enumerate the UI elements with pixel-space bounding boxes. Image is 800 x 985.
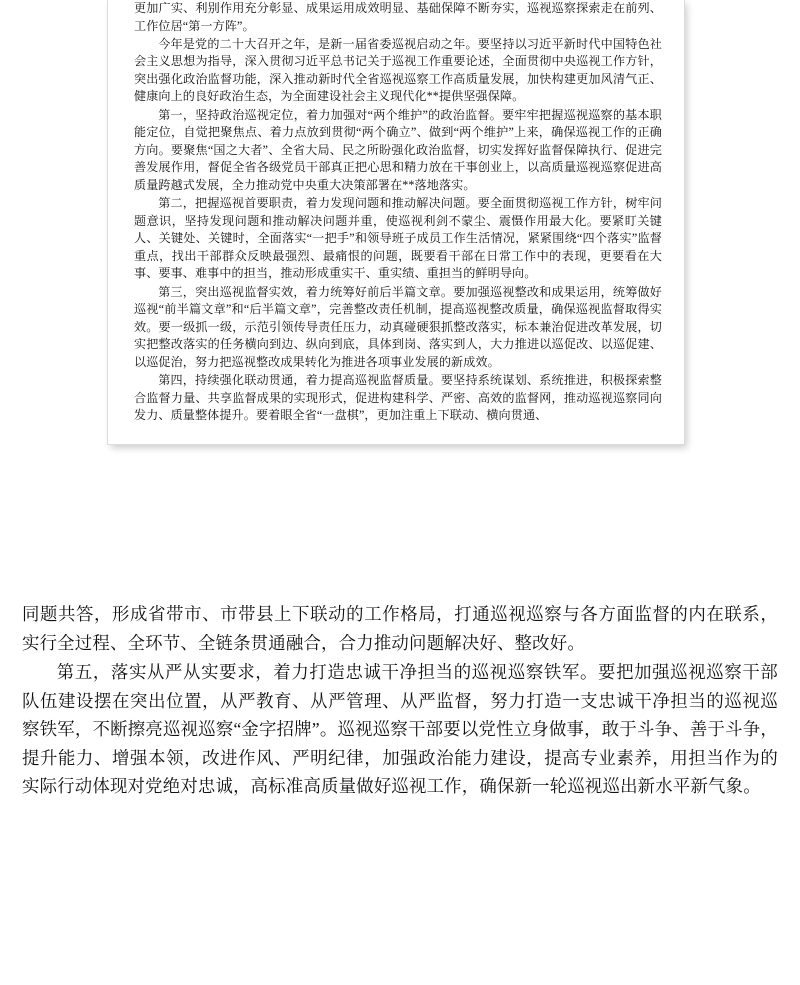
document-preview-card bbox=[108, 0, 684, 444]
body-paragraph: 第五，落实从严从实要求，着力打造忠诚干净担当的巡视巡察铁军。要把加强巡视巡察干部队伍建设摆在突出位置，从严教育、从严管理、从严监督，努力打造一支忠诚干净担当的巡视巡察铁军，不断擦亮巡视巡察“金字招牌”。巡视巡察干部要以党性立身做事，敢于斗争、善于斗争，提升能力、增强本领，改进作风、严明纪律，加强政治能力建设，提高专业素养，用担当作为的实际行动体现对党绝对忠诚，高标准高质量做好巡视工作，确保新一轮巡视巡出新水平新气象。 bbox=[22, 662, 778, 796]
preview-paragraph: 更加广实、利别作用充分彰显、成果运用成效明显、基础保障不断夯实，巡视巡察探索走在前列、工作位居“第一方阵”。 bbox=[134, 1, 662, 33]
preview-paragraph: 第三，突出巡视监督实效，着力统筹好前后半篇文章。要加强巡视整改和成果运用，统筹做好巡视“前半篇文章”和“后半篇文章”，完善整改责任机制，提高巡视整改质量，确保巡视监督取得实效。要一级抓一级，示范引领传导责任压力，动真碰硬狠抓整改落实，标本兼治促进改革发展，切实把整改落实的任务横向到边、纵向到底，具体到岗、落实到人，大力推进以巡促改、以巡促建、以巡促治，努力把巡视整改成果转化为推进各项事业发展的新成效。 bbox=[134, 284, 662, 369]
preview-paragraph: 第二，把握巡视首要职责，着力发现问题和推动解决问题。要全面贯彻巡视工作方针，树牢问题意识，坚持发现问题和推动解决问题并重，使巡视利剑不蒙尘、震慑作用最大化。要紧盯关键人、关键处、关键时，全面落实“一把手”和领导班子成员工作生活情况，紧紧围绕“四个落实”监督重点，找出干部群众反映最强烈、最痛恨的问题，既要看干部在日常工作中的表现，更要看在大事、要事、难事中的担当，推动形成重实干、重实绩、重担当的鲜明导向。 bbox=[134, 196, 662, 281]
body-paragraph: 同题共答，形成省带市、市带县上下联动的工作格局，打通巡视巡察与各方面监督的内在联系，实行全过程、全环节、全链条贯通融合，合力推动问题解决好、整改好。 bbox=[22, 604, 778, 653]
preview-paragraph: 第一，坚持政治巡视定位，着力加强对“两个维护”的政治监督。要牢牢把握巡视巡察的基本职能定位，自觉把聚焦点、着力点放到贯彻“两个确立”、做到“两个维护”上来，确保巡视工作的正确方向。要聚焦“国之大者”、全省大局、民之所盼强化政治监督，切实发挥好监督保障执行、促进完善发展作用，督促全省各级党员干部真正把心思和精力放在干事创业上，以高质量巡视巡察促进高质量跨越式发展，全力推动党中央重大决策部署在**落地落实。 bbox=[134, 107, 662, 192]
preview-paragraph: 今年是党的二十大召开之年，是新一届省委巡视启动之年。要坚持以习近平新时代中国特色社会主义思想为指导，深入贯彻习近平总书记关于巡视工作重要论述，全面贯彻中央巡视工作方针，突出强化政治监督功能，深入推动新时代全省巡视巡察工作高质量发展，加快构建更加风清气正、健康向上的良好政治生态，为全面建设社会主义现代化**提供坚强保障。 bbox=[134, 36, 662, 104]
preview-bottom-fade bbox=[108, 434, 684, 444]
document-body bbox=[22, 600, 778, 802]
preview-paragraph: 第四，持续强化联动贯通，着力提高巡视监督质量。要坚持系统谋划、系统推进，积极探索整合监督力量、共享监督成果的实现形式，促进构建科学、严密、高效的监督网，推动巡视巡察同向发力、质量整体提升。要着眼全省“一盘棋”，更加注重上下联动、横向贯通、 bbox=[134, 372, 662, 423]
document-preview-content bbox=[108, 0, 684, 425]
